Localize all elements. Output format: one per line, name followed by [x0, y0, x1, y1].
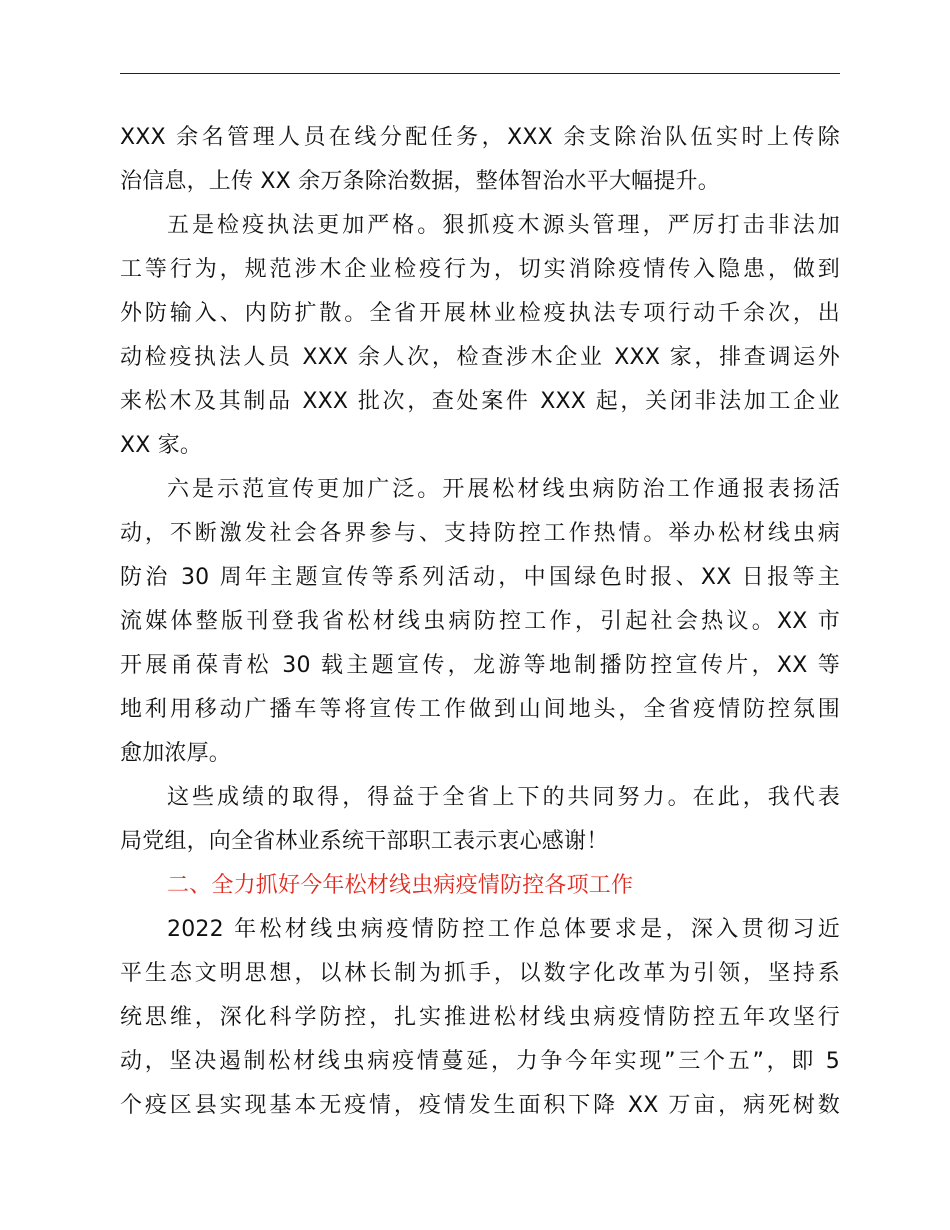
text-line: 动，坚决遏制松材线虫病疫情蔓延，力争今年实现”三个五”，即 5 — [120, 1049, 840, 1074]
text-line: 六是示范宣传更加广泛。开展松材线虫病防治工作通报表扬活 — [167, 477, 840, 502]
document-body — [120, 116, 840, 1128]
header-rule — [120, 73, 840, 74]
text-line: 地利用移动广播车等将宣传工作做到山间地头，全省疫情防控氛围 — [120, 697, 840, 722]
text-line: 愈加浓厚。 — [120, 741, 232, 766]
text-line: 个疫区县实现基本无疫情，疫情发生面积下降 XX 万亩，病死树数 — [120, 1093, 840, 1118]
text-line: 平生态文明思想，以林长制为抓手，以数字化改革为引领，坚持系 — [120, 961, 840, 986]
text-line: 这些成绩的取得，得益于全省上下的共同努力。在此，我代表 — [167, 785, 840, 810]
section-heading: 二、全力抓好今年松材线虫病疫情防控各项工作 — [167, 873, 634, 898]
text-line: 2022 年松材线虫病疫情防控工作总体要求是，深入贯彻习近 — [167, 917, 840, 942]
text-line: 来松木及其制品 XXX 批次，查处案件 XXX 起，关闭非法加工企业 — [120, 389, 840, 414]
text-line: 开展甬葆青松 30 载主题宣传，龙游等地制播防控宣传片，XX 等 — [120, 653, 840, 678]
text-line: 工等行为，规范涉木企业检疫行为，切实消除疫情传入隐患，做到 — [120, 257, 840, 282]
text-line: XXX 余名管理人员在线分配任务，XXX 余支除治队伍实时上传除 — [120, 125, 840, 150]
text-line: 动，不断激发社会各界参与、支持防控工作热情。举办松材线虫病 — [120, 521, 840, 546]
text-line: 流媒体整版刊登我省松材线虫病防控工作，引起社会热议。XX 市 — [120, 609, 840, 634]
text-line: XX 家。 — [120, 433, 203, 458]
text-line: 外防输入、内防扩散。全省开展林业检疫执法专项行动千余次，出 — [120, 301, 840, 326]
text-line: 局党组，向全省林业系统干部职工表示衷心感谢！ — [120, 829, 609, 854]
text-line: 动检疫执法人员 XXX 余人次，检查涉木企业 XXX 家，排查调运外 — [120, 345, 840, 370]
text-line: 防治 30 周年主题宣传等系列活动，中国绿色时报、XX 日报等主 — [120, 565, 840, 590]
text-line: 治信息，上传 XX 余万条除治数据，整体智治水平大幅提升。 — [120, 169, 720, 194]
text-line: 统思维，深化科学防控，扎实推进松材线虫病疫情防控五年攻坚行 — [120, 1005, 840, 1030]
text-line: 五是检疫执法更加严格。狠抓疫木源头管理，严厉打击非法加 — [167, 213, 840, 238]
